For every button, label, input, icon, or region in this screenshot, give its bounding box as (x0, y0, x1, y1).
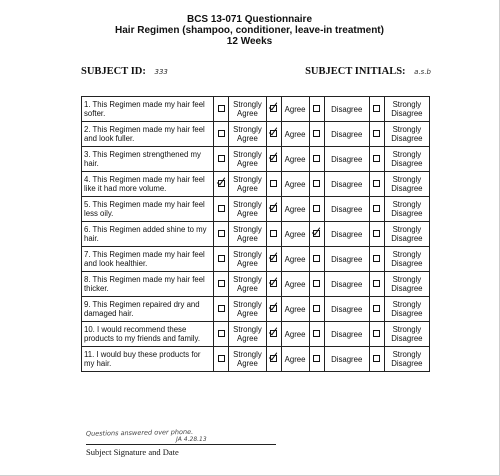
strongly-agree-checkbox[interactable] (218, 230, 225, 237)
checkbox-cell (266, 172, 281, 197)
checkbox-cell (309, 222, 324, 247)
checkbox-cell (214, 147, 229, 172)
checkbox-cell (369, 197, 384, 222)
question-text: 6. This Regimen added shine to my hair. (82, 222, 214, 247)
checkbox-cell (214, 297, 229, 322)
strongly-agree-label: Strongly Agree (229, 297, 266, 322)
disagree-checkbox[interactable] (313, 255, 320, 262)
checkbox-cell (266, 247, 281, 272)
agree-label: Agree (281, 347, 309, 372)
form-title: BCS 13-071 Questionnaire (186, 14, 313, 25)
table-row (82, 122, 430, 147)
checkbox-cell (214, 222, 229, 247)
table-row (82, 222, 430, 247)
checkbox-cell (369, 322, 384, 347)
disagree-checkbox[interactable] (313, 330, 320, 337)
checkbox-cell (266, 197, 281, 222)
agree-checkbox[interactable] (270, 355, 277, 362)
strongly-agree-checkbox[interactable] (218, 355, 225, 362)
disagree-label: Disagree (324, 147, 369, 172)
strongly-disagree-checkbox[interactable] (373, 280, 380, 287)
question-text: 3. This Regimen strengthened my hair. (82, 147, 214, 172)
checkbox-cell (214, 272, 229, 297)
signature-note: Questions answered over phone. (85, 427, 194, 438)
strongly-disagree-checkbox[interactable] (373, 355, 380, 362)
agree-label: Agree (281, 147, 309, 172)
checkbox-cell (309, 347, 324, 372)
strongly-agree-checkbox[interactable] (218, 255, 225, 262)
agree-checkbox[interactable] (270, 205, 277, 212)
checkbox-cell (266, 347, 281, 372)
agree-label: Agree (281, 222, 309, 247)
strongly-disagree-checkbox[interactable] (373, 230, 380, 237)
strongly-disagree-label: Strongly Disagree (384, 122, 429, 147)
strongly-agree-checkbox[interactable] (218, 155, 225, 162)
question-text: 10. I would recommend these products to my friends and family. (82, 322, 214, 347)
header (0, 14, 499, 47)
disagree-checkbox[interactable] (313, 280, 320, 287)
table-row (82, 147, 430, 172)
checkbox-cell (309, 322, 324, 347)
checkbox-cell (214, 247, 229, 272)
table-row (82, 172, 430, 197)
subject-id-value: 333 (154, 68, 168, 76)
strongly-disagree-label: Strongly Disagree (384, 272, 429, 297)
strongly-disagree-label: Strongly Disagree (384, 172, 429, 197)
question-text: 11. I would buy these products for my hair. (82, 347, 214, 372)
question-text: 4. This Regimen made my hair feel like it had more volume. (82, 172, 214, 197)
disagree-label: Disagree (324, 97, 369, 122)
form-duration: 12 Weeks (226, 36, 273, 47)
checkbox-cell (369, 247, 384, 272)
strongly-disagree-checkbox[interactable] (373, 255, 380, 262)
agree-label: Agree (281, 322, 309, 347)
checkbox-cell (266, 97, 281, 122)
signature-area (86, 428, 286, 457)
agree-checkbox[interactable] (270, 330, 277, 337)
disagree-label: Disagree (324, 322, 369, 347)
table-row (82, 97, 430, 122)
disagree-label: Disagree (324, 122, 369, 147)
disagree-checkbox[interactable] (313, 355, 320, 362)
table-row (82, 247, 430, 272)
strongly-agree-checkbox[interactable] (218, 280, 225, 287)
question-text: 2. This Regimen made my hair feel and look fuller. (82, 122, 214, 147)
questionnaire-table (81, 96, 430, 372)
strongly-agree-label: Strongly Agree (229, 197, 266, 222)
checkbox-cell (214, 347, 229, 372)
question-text: 7. This Regimen made my hair feel and look healthier. (82, 247, 214, 272)
subject-id (81, 66, 168, 77)
table-row (82, 197, 430, 222)
checkbox-cell (266, 322, 281, 347)
checkbox-cell (309, 122, 324, 147)
checkbox-cell (214, 122, 229, 147)
strongly-agree-checkbox[interactable] (218, 205, 225, 212)
checkbox-cell (266, 122, 281, 147)
agree-checkbox[interactable] (270, 155, 277, 162)
disagree-checkbox[interactable] (313, 130, 320, 137)
strongly-agree-label: Strongly Agree (229, 322, 266, 347)
disagree-checkbox[interactable] (313, 305, 320, 312)
checkbox-cell (369, 122, 384, 147)
signature-date: JA 4.28.13 (176, 436, 207, 443)
agree-checkbox[interactable] (270, 105, 277, 112)
checkbox-cell (309, 172, 324, 197)
checkbox-cell (214, 322, 229, 347)
strongly-disagree-label: Strongly Disagree (384, 147, 429, 172)
agree-checkbox[interactable] (270, 255, 277, 262)
question-text: 5. This Regimen made my hair feel less oily. (82, 197, 214, 222)
disagree-checkbox[interactable] (313, 105, 320, 112)
agree-label: Agree (281, 172, 309, 197)
question-text: 9. This Regimen repaired dry and damaged hair. (82, 297, 214, 322)
checkbox-cell (369, 222, 384, 247)
strongly-agree-checkbox[interactable] (218, 180, 225, 187)
strongly-disagree-checkbox[interactable] (373, 180, 380, 187)
agree-label: Agree (281, 122, 309, 147)
signature-label: Subject Signature and Date (86, 447, 179, 457)
strongly-disagree-label: Strongly Disagree (384, 322, 429, 347)
strongly-disagree-label: Strongly Disagree (384, 247, 429, 272)
disagree-checkbox[interactable] (313, 230, 320, 237)
checkbox-cell (369, 147, 384, 172)
strongly-disagree-checkbox[interactable] (373, 105, 380, 112)
checkbox-cell (309, 247, 324, 272)
question-text: 8. This Regimen made my hair feel thicker. (82, 272, 214, 297)
table-row (82, 297, 430, 322)
agree-checkbox[interactable] (270, 280, 277, 287)
checkbox-cell (309, 272, 324, 297)
agree-label: Agree (281, 97, 309, 122)
strongly-disagree-checkbox[interactable] (373, 305, 380, 312)
checkbox-cell (309, 197, 324, 222)
strongly-disagree-checkbox[interactable] (373, 205, 380, 212)
strongly-agree-checkbox[interactable] (218, 330, 225, 337)
strongly-agree-checkbox[interactable] (218, 130, 225, 137)
subject-initials-label: SUBJECT INITIALS: (305, 66, 406, 77)
checkbox-cell (369, 347, 384, 372)
checkbox-cell (309, 297, 324, 322)
checkbox-cell (266, 272, 281, 297)
checkbox-cell (369, 172, 384, 197)
strongly-disagree-checkbox[interactable] (373, 330, 380, 337)
disagree-label: Disagree (324, 347, 369, 372)
disagree-label: Disagree (324, 222, 369, 247)
checkbox-cell (266, 147, 281, 172)
signature-line (86, 444, 276, 445)
strongly-agree-label: Strongly Agree (229, 247, 266, 272)
checkbox-cell (309, 97, 324, 122)
checkbox-cell (214, 172, 229, 197)
question-text: 1. This Regimen made my hair feel softer. (82, 97, 214, 122)
strongly-disagree-label: Strongly Disagree (384, 297, 429, 322)
table-row (82, 347, 430, 372)
form-subtitle: Hair Regimen (shampoo, conditioner, leave-in treatment) (115, 25, 384, 36)
checkbox-cell (214, 97, 229, 122)
disagree-label: Disagree (324, 247, 369, 272)
subject-initials (305, 66, 431, 77)
disagree-checkbox[interactable] (313, 180, 320, 187)
subject-id-label: SUBJECT ID: (81, 66, 146, 77)
disagree-label: Disagree (324, 172, 369, 197)
disagree-checkbox[interactable] (313, 205, 320, 212)
checkbox-cell (266, 297, 281, 322)
checkbox-cell (309, 147, 324, 172)
strongly-disagree-label: Strongly Disagree (384, 197, 429, 222)
disagree-label: Disagree (324, 297, 369, 322)
strongly-disagree-label: Strongly Disagree (384, 97, 429, 122)
agree-checkbox[interactable] (270, 180, 277, 187)
strongly-disagree-label: Strongly Disagree (384, 347, 429, 372)
strongly-agree-checkbox[interactable] (218, 105, 225, 112)
checkbox-cell (369, 272, 384, 297)
agree-label: Agree (281, 297, 309, 322)
checkbox-cell (369, 297, 384, 322)
agree-checkbox[interactable] (270, 305, 277, 312)
agree-checkbox[interactable] (270, 130, 277, 137)
disagree-checkbox[interactable] (313, 155, 320, 162)
checkbox-cell (214, 197, 229, 222)
strongly-agree-checkbox[interactable] (218, 305, 225, 312)
agree-label: Agree (281, 247, 309, 272)
disagree-label: Disagree (324, 272, 369, 297)
agree-label: Agree (281, 272, 309, 297)
strongly-disagree-checkbox[interactable] (373, 155, 380, 162)
strongly-disagree-checkbox[interactable] (373, 130, 380, 137)
strongly-agree-label: Strongly Agree (229, 172, 266, 197)
disagree-label: Disagree (324, 197, 369, 222)
agree-label: Agree (281, 197, 309, 222)
subject-initials-value: a.s.b (414, 68, 431, 76)
strongly-agree-label: Strongly Agree (229, 97, 266, 122)
strongly-agree-label: Strongly Agree (229, 272, 266, 297)
checkbox-cell (266, 222, 281, 247)
strongly-agree-label: Strongly Agree (229, 347, 266, 372)
table-row (82, 272, 430, 297)
strongly-agree-label: Strongly Agree (229, 147, 266, 172)
strongly-disagree-label: Strongly Disagree (384, 222, 429, 247)
checkbox-cell (369, 97, 384, 122)
table-row (82, 322, 430, 347)
strongly-agree-label: Strongly Agree (229, 122, 266, 147)
strongly-agree-label: Strongly Agree (229, 222, 266, 247)
agree-checkbox[interactable] (270, 230, 277, 237)
